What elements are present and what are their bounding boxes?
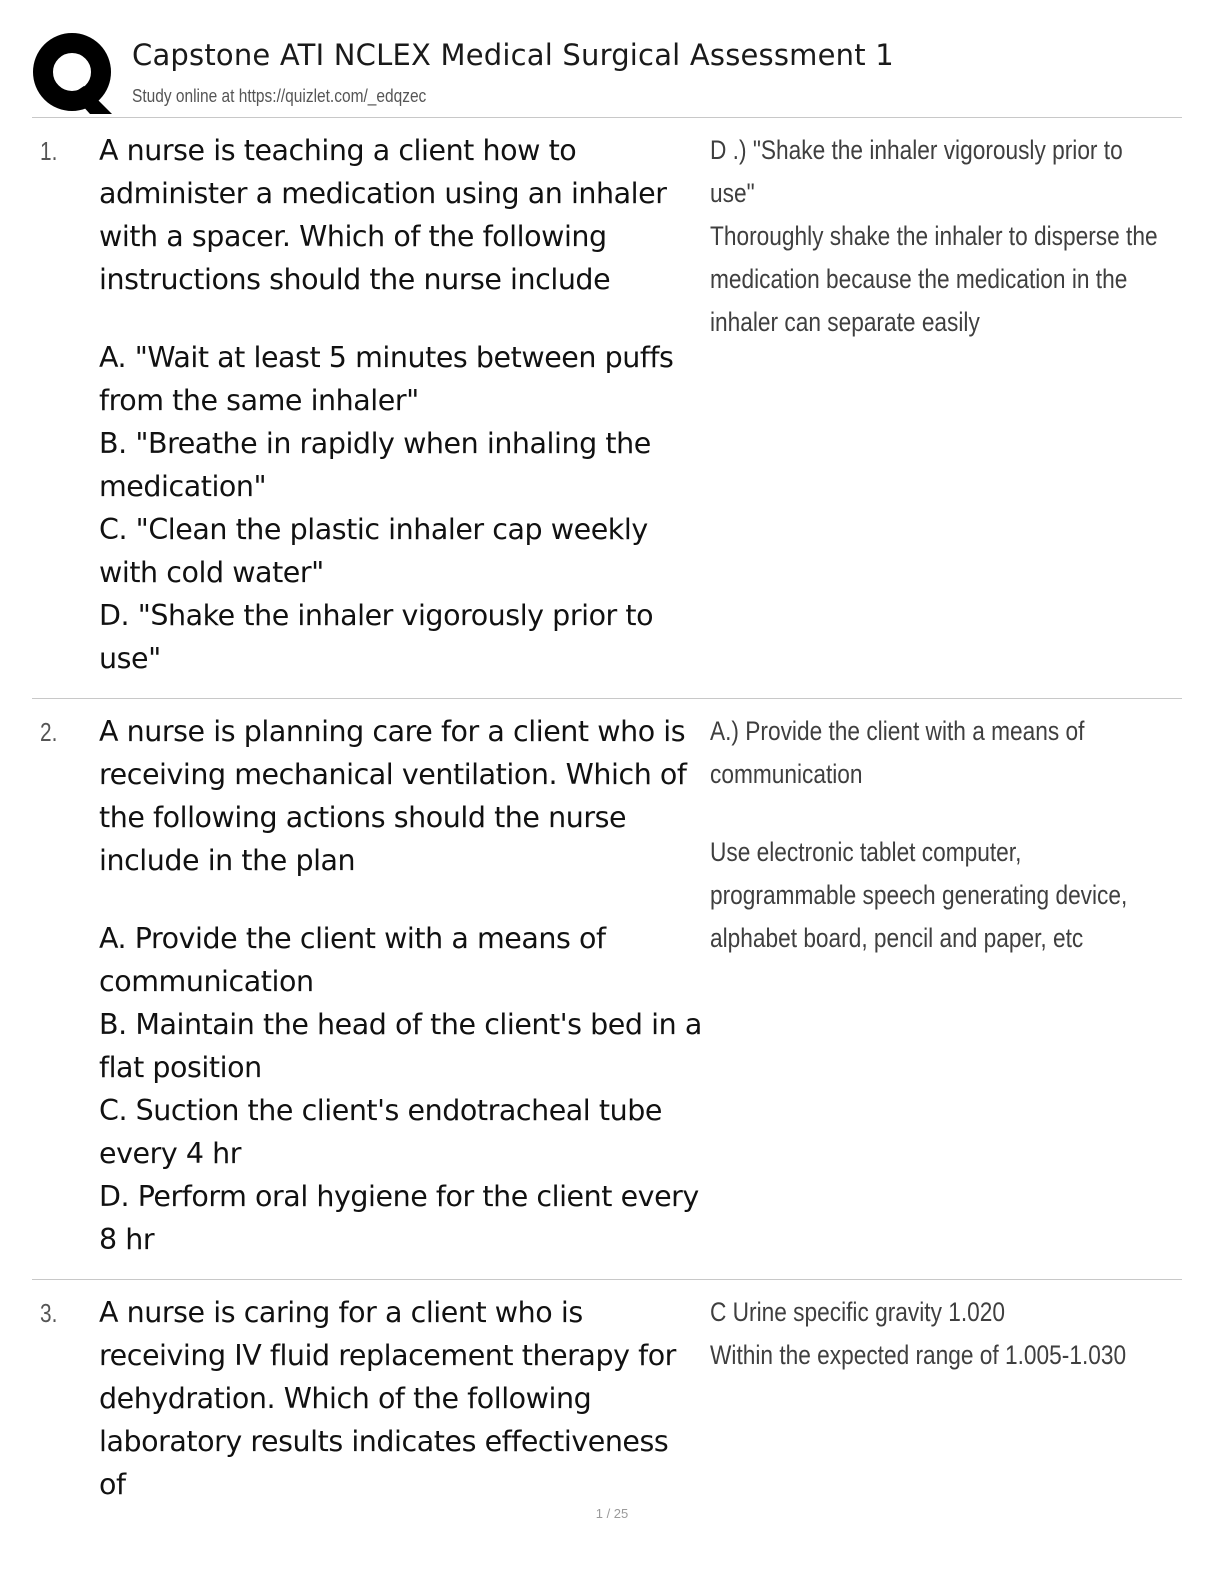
card-number: 2. <box>40 717 58 747</box>
study-online-link[interactable]: Study online at https://quizlet.com/_edqzec <box>132 86 427 106</box>
answer-text: C Urine specific gravity 1.020 <box>710 1297 1005 1327</box>
divider <box>32 1279 1182 1280</box>
divider <box>32 698 1182 699</box>
question-text: A nurse is planning care for a client who is receiving mechanical ventilation. Which of the following actions should the nurse include in the plan <box>99 715 687 877</box>
card-question <box>99 710 703 1261</box>
option-d: D. Perform oral hygiene for the client every 8 hr <box>99 1180 699 1256</box>
answer-text: A.) Provide the client with a means of communication <box>710 716 1085 789</box>
option-a: A. "Wait at least 5 minutes between puffs from the same inhaler" <box>99 341 674 417</box>
card-answer <box>710 710 1164 960</box>
card-number: 1. <box>40 136 58 166</box>
option-a: A. Provide the client with a means of communication <box>99 922 606 998</box>
option-b: B. "Breathe in rapidly when inhaling the medication" <box>99 427 651 503</box>
answer-rationale: Use electronic tablet computer, programmable speech generating device, alphabet board, pencil and paper, etc <box>710 837 1128 953</box>
card-answer <box>710 1291 1164 1377</box>
option-b: B. Maintain the head of the client's bed in a flat position <box>99 1008 702 1084</box>
question-text: A nurse is caring for a client who is receiving IV fluid replacement therapy for dehydration. Which of the following laboratory results indicates effectiveness of <box>99 1296 676 1501</box>
card-question <box>99 1291 703 1506</box>
page-title: Capstone ATI NCLEX Medical Surgical Assessment 1 <box>132 38 894 72</box>
card-question <box>99 129 703 680</box>
page-header <box>32 30 1182 116</box>
option-c: C. "Clean the plastic inhaler cap weekly with cold water" <box>99 513 648 589</box>
option-c: C. Suction the client's endotracheal tube every 4 hr <box>99 1094 662 1170</box>
answer-rationale: Within the expected range of 1.005-1.030 <box>710 1340 1127 1370</box>
card-number: 3. <box>40 1298 58 1328</box>
answer-rationale: Thoroughly shake the inhaler to disperse the medication because the medication in the inhaler can separate easily <box>710 221 1158 337</box>
divider <box>32 117 1182 118</box>
answer-text: D .) "Shake the inhaler vigorously prior to use" <box>710 135 1123 208</box>
page-number: 1 / 25 <box>595 1506 629 1521</box>
question-text: A nurse is teaching a client how to administer a medication using an inhaler with a spacer. Which of the following instructions should the nurse include <box>99 134 667 296</box>
option-d: D. "Shake the inhaler vigorously prior to use" <box>99 599 654 675</box>
quizlet-logo-icon <box>32 32 116 116</box>
card-answer <box>710 129 1164 344</box>
